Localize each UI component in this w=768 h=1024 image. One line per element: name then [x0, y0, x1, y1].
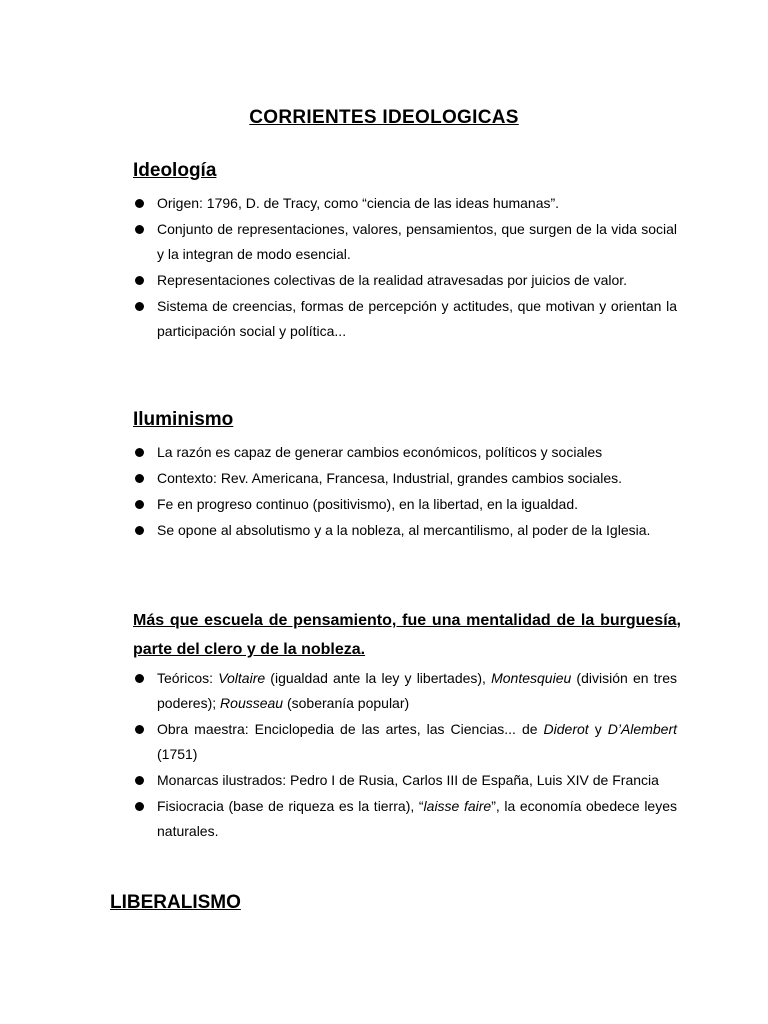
- bullet-text: Conjunto de representaciones, valores, pensamientos, que surgen de la vida social y la integran de modo esencial.: [157, 221, 677, 262]
- bullet-item: [133, 217, 677, 267]
- bullet-text: Se opone al absolutismo y a la nobleza, al mercantilismo, al poder de la Iglesia.: [157, 522, 651, 538]
- bullet-text: La razón es capaz de generar cambios económicos, políticos y sociales: [157, 444, 603, 460]
- bullet-list-mentalidad: [133, 666, 677, 845]
- bullet-list-ideologia: [133, 191, 677, 345]
- bullet-text: (soberanía popular): [283, 695, 410, 711]
- italic-text: laisse faire: [423, 798, 492, 814]
- italic-text: Voltaire: [218, 670, 266, 686]
- bullet-dot-icon: [135, 199, 144, 208]
- bullet-item: [133, 440, 677, 465]
- italic-text: Diderot: [543, 721, 589, 737]
- bullet-dot-icon: [135, 526, 144, 535]
- heading-ideologia: Ideología: [133, 160, 217, 181]
- italic-text: D’Alembert: [607, 721, 677, 737]
- bullet-item: [133, 268, 677, 293]
- bullet-text: y: [588, 721, 608, 737]
- bullet-text: (1751): [157, 746, 198, 762]
- bullet-text: Teóricos:: [157, 670, 219, 686]
- bullet-dot-icon: [135, 776, 144, 785]
- bullet-item: [133, 794, 677, 844]
- bullet-text: Fisiocracia (base de riqueza es la tierra), “: [157, 798, 424, 814]
- bullet-item: [133, 518, 677, 543]
- bullet-item: [133, 768, 677, 793]
- bullet-item: [133, 191, 677, 216]
- bullet-text: (división en tres poderes);: [157, 670, 678, 711]
- bullet-text: (igualdad ante la ley y libertades),: [265, 670, 492, 686]
- bullet-dot-icon: [135, 674, 144, 683]
- bullet-dot-icon: [135, 302, 144, 311]
- heading-iluminismo: Iluminismo: [133, 409, 234, 430]
- bullet-dot-icon: [135, 225, 144, 234]
- bullet-item: [133, 466, 677, 491]
- callout-mentalidad: Más que escuela de pensamiento, fue una mentalidad de la burguesía, parte del clero y de la nobleza.: [133, 612, 681, 658]
- bullet-item: [133, 666, 677, 716]
- bullet-dot-icon: [135, 276, 144, 285]
- italic-text: Montesquieu: [491, 670, 572, 686]
- bullet-text: Representaciones colectivas de la realidad atravesadas por juicios de valor.: [157, 272, 628, 288]
- bullet-list-iluminismo: [133, 440, 677, 544]
- bullet-dot-icon: [135, 474, 144, 483]
- bullet-text: Origen: 1796, D. de Tracy, como “ciencia de las ideas humanas”.: [157, 195, 560, 211]
- bullet-text: ”, la economía obedece leyes naturales.: [157, 798, 678, 839]
- bullet-item: [133, 492, 677, 517]
- bullet-dot-icon: [135, 448, 144, 457]
- italic-text: Rousseau: [220, 695, 284, 711]
- page-title: CORRIENTES IDEOLOGICAS: [249, 107, 519, 128]
- bullet-dot-icon: [135, 500, 144, 509]
- bullet-text: Contexto: Rev. Americana, Francesa, Industrial, grandes cambios sociales.: [157, 470, 623, 486]
- bullet-dot-icon: [135, 725, 144, 734]
- bullet-item: [133, 717, 677, 767]
- bullet-text: Obra maestra: Enciclopedia de las artes, las Ciencias... de: [157, 721, 544, 737]
- bullet-text: Fe en progreso continuo (positivismo), en la libertad, en la igualdad.: [157, 496, 579, 512]
- bullet-text: Sistema de creencias, formas de percepción y actitudes, que motivan y orientan la participación social y política...: [157, 298, 677, 339]
- bullet-text: Monarcas ilustrados: Pedro I de Rusia, Carlos III de España, Luis XIV de Francia: [157, 772, 659, 788]
- bullet-dot-icon: [135, 802, 144, 811]
- bullet-item: [133, 294, 677, 344]
- heading-liberalismo: LIBERALISMO: [110, 892, 241, 913]
